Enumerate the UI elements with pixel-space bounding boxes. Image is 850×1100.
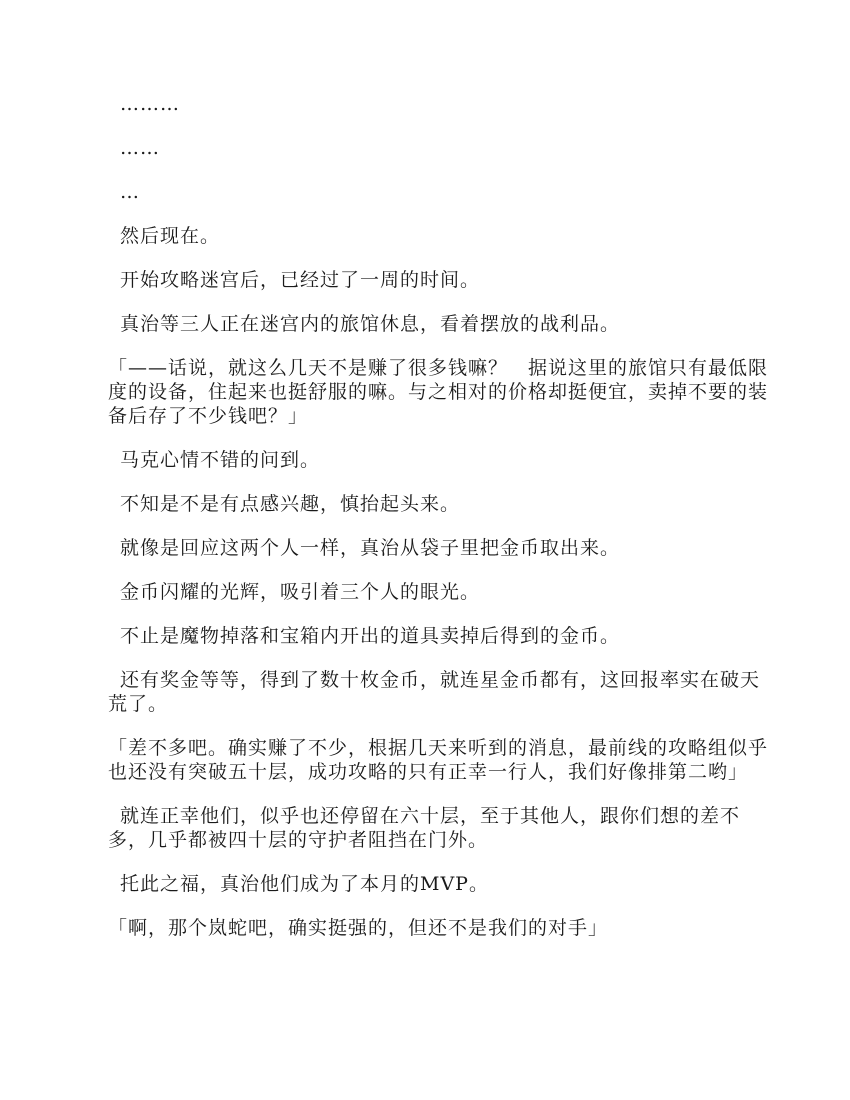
paragraph: 真治等三人正在迷宫内的旅馆休息，看着摆放的战利品。 <box>120 313 621 335</box>
paragraph: 开始攻略迷宫后，已经过了一周的时间。 <box>120 269 481 291</box>
paragraph: … <box>120 181 140 203</box>
paragraph: …… <box>120 137 160 159</box>
paragraph: 然后现在。 <box>120 225 221 247</box>
paragraph: 马克心情不错的问到。 <box>120 449 321 471</box>
document-page <box>108 92 778 960</box>
paragraph: ……… <box>120 93 180 115</box>
dialogue-paragraph: 「——话说，就这么几天不是赚了很多钱嘛？ 据说这里的旅馆只有最低限度的设备，住起来也挺舒服的嘛。与之相对的价格却挺便宜，卖掉不要的装备后存了不少钱吧？」 <box>108 357 769 427</box>
paragraph: 金币闪耀的光辉，吸引着三个人的眼光。 <box>120 581 481 603</box>
dialogue-paragraph: 「差不多吧。确实赚了不少，根据几天来听到的消息，最前线的攻略组似乎也还没有突破五十层，成功攻略的只有正幸一行人，我们好像排第二哟」 <box>108 737 769 783</box>
paragraph: 就连正幸他们，似乎也还停留在六十层，至于其他人，跟你们想的差不多，几乎都被四十层的守护者阻挡在门外。 <box>108 805 741 851</box>
paragraph: 不止是魔物掉落和宝箱内开出的道具卖掉后得到的金币。 <box>120 625 621 647</box>
paragraph: 就像是回应这两个人一样，真治从袋子里把金币取出来。 <box>120 537 621 559</box>
paragraph: 托此之福，真治他们成为了本月的MVP。 <box>120 873 489 895</box>
paragraph: 还有奖金等等，得到了数十枚金币，就连星金币都有，这回报率实在破天荒了。 <box>108 669 761 715</box>
paragraph: 不知是不是有点感兴趣，慎抬起头来。 <box>120 493 461 515</box>
dialogue-paragraph: 「啊，那个岚蛇吧，确实挺强的，但还不是我们的对手」 <box>108 917 609 939</box>
